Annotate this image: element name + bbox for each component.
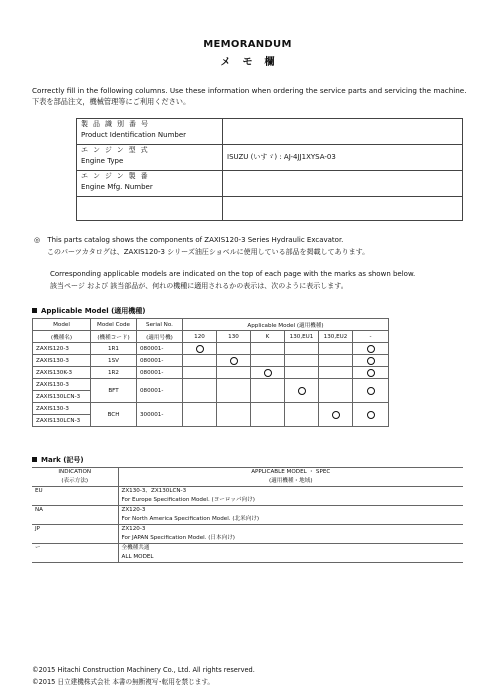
table-row xyxy=(33,343,389,355)
indication-cell: JP xyxy=(35,526,41,532)
col-indication-header-jp: (表示方法) xyxy=(32,477,118,487)
table-row xyxy=(33,379,389,391)
copyright-text-jp: ©2015 日立建機株式会社 本書の無断複写･転用を禁じます。 xyxy=(32,678,214,686)
code-cell: 1SV xyxy=(91,355,137,367)
code-cell: 1R1 xyxy=(91,343,137,355)
square-bullet-icon xyxy=(32,457,37,462)
intro-text-jp: 下表を部品注文，機械管理等にご利用ください。 xyxy=(32,97,191,106)
model-cell: ZAXIS130-3 xyxy=(33,379,91,391)
engine-mfg-label: エンジン製番 Engine Mfg. Number xyxy=(77,171,223,197)
code-cell: BCH xyxy=(91,403,137,427)
code-cell: BFT xyxy=(91,379,137,403)
table-row xyxy=(32,525,463,535)
model-cell: ZAXIS130-3 xyxy=(33,403,91,415)
applicable-mark-cell xyxy=(319,403,353,427)
serial-cell: 080001- xyxy=(137,355,183,367)
engine-mfg-value[interactable] xyxy=(223,171,463,197)
applicable-mark-cell xyxy=(183,343,217,355)
mark-table xyxy=(32,467,463,563)
circle-mark-icon xyxy=(367,411,375,419)
serial-cell: 300001- xyxy=(137,403,183,427)
blank-cell xyxy=(223,197,463,221)
applicable-mark-cell xyxy=(353,367,389,379)
col-spec-header: APPLICABLE MODEL ・ SPEC xyxy=(118,468,463,478)
serial-cell: 080001- xyxy=(137,367,183,379)
spec-cell: ALL MODEL xyxy=(118,553,463,563)
model-cell: ZAXIS130LCN-3 xyxy=(33,415,91,427)
circle-mark-icon xyxy=(196,345,204,353)
square-bullet-icon xyxy=(32,308,37,313)
sub-header: - xyxy=(353,331,389,343)
blank-cell xyxy=(77,197,223,221)
applicable-model-group-header: Applicable Model (適用機種) xyxy=(183,319,389,331)
indication-cell: NA xyxy=(35,507,44,513)
table-row xyxy=(32,506,463,516)
applicable-model-table xyxy=(32,318,389,427)
model-cell: ZAXIS130LCN-3 xyxy=(33,391,91,403)
applicable-mark-cell xyxy=(353,355,389,367)
circle-mark-icon xyxy=(298,387,306,395)
spec-cell: ZX130-3、ZX130LCN-3 xyxy=(118,487,463,497)
applicable-mark-cell xyxy=(285,379,319,403)
engine-type-value: ISUZU (いすゞ) : AJ-4JJ1XYSA-03 xyxy=(223,145,463,171)
page-title: MEMORANDUM xyxy=(203,39,292,50)
applicable-mark-cell xyxy=(217,355,251,367)
serial-cell: 080001- xyxy=(137,343,183,355)
catalog-note-jp: このパーツカタログは、ZAXIS120-3 シリーズ油圧ショベルに使用している部品を掲載してあります。 xyxy=(47,248,370,256)
sub-header: 130,EU2 xyxy=(319,331,353,343)
table-row xyxy=(32,544,463,554)
product-id-value[interactable] xyxy=(223,119,463,145)
table-row xyxy=(32,487,463,497)
sub-header: 130 xyxy=(217,331,251,343)
table-row xyxy=(33,403,389,415)
engine-type-label: エンジン型式 Engine Type xyxy=(77,145,223,171)
copyright-text: ©2015 Hitachi Construction Machinery Co., Ltd. All rights reserved. xyxy=(32,666,255,674)
indication-cell: EU xyxy=(35,488,43,494)
applicable-mark-cell xyxy=(353,379,389,403)
circle-mark-icon xyxy=(367,387,375,395)
col-serial-header-jp: (適用号機) xyxy=(137,331,183,343)
applicable-mark-cell xyxy=(353,403,389,427)
col-spec-header-jp: (適用機種・地域) xyxy=(118,477,463,487)
product-identification-table xyxy=(76,118,463,221)
table-row xyxy=(32,553,463,563)
spec-cell: For North America Specification Model. (北米向け) xyxy=(118,515,463,525)
circle-mark-icon xyxy=(230,357,238,365)
indication-cell: ー xyxy=(35,545,41,551)
col-model-header: Model xyxy=(33,319,91,331)
double-circle-icon: ◎ xyxy=(34,236,41,244)
circle-mark-icon xyxy=(367,357,375,365)
circle-mark-icon xyxy=(332,411,340,419)
serial-cell: 080001- xyxy=(137,379,183,403)
table-row xyxy=(32,515,463,525)
col-model-header-jp: (機種名) xyxy=(33,331,91,343)
table-row xyxy=(32,496,463,506)
intro-text: Correctly fill in the following columns. Use these information when ordering the service parts and servicing the machine. xyxy=(32,86,467,95)
circle-mark-icon xyxy=(367,369,375,377)
model-cell: ZAXIS130-3 xyxy=(33,355,91,367)
circle-mark-icon xyxy=(264,369,272,377)
sub-header: 120 xyxy=(183,331,217,343)
applicable-model-heading: Applicable Model (適用機種) xyxy=(32,306,145,316)
circle-mark-icon xyxy=(367,345,375,353)
col-code-header-jp: (機種コード) xyxy=(91,331,137,343)
spec-cell: For JAPAN Specification Model. (日本向け) xyxy=(118,534,463,544)
mark-heading: Mark (記号) xyxy=(32,455,84,465)
corresponding-note-jp: 該当ページ および 該当部品が、何れの機種に適用されるかの表示は、次のように表示します。 xyxy=(50,282,348,290)
sub-header: K xyxy=(251,331,285,343)
model-cell: ZAXIS130K-3 xyxy=(33,367,91,379)
col-indication-header: INDICATION xyxy=(32,468,118,478)
spec-cell: 全機種共通 xyxy=(118,544,463,554)
applicable-mark-cell xyxy=(251,367,285,379)
spec-cell: ZX120-3 xyxy=(118,525,463,535)
code-cell: 1R2 xyxy=(91,367,137,379)
col-serial-header: Serial No. xyxy=(137,319,183,331)
product-id-label: 製品識別番号 Product Identification Number xyxy=(77,119,223,145)
col-code-header: Model Code xyxy=(91,319,137,331)
model-cell: ZAXIS120-3 xyxy=(33,343,91,355)
corresponding-note: Corresponding applicable models are indicated on the top of each page with the marks as shown below. xyxy=(50,270,416,278)
applicable-mark-cell xyxy=(353,343,389,355)
table-row xyxy=(33,355,389,367)
sub-header: 130,EU1 xyxy=(285,331,319,343)
catalog-note: ◎ This parts catalog shows the components of ZAXIS120-3 Series Hydraulic Excavator. xyxy=(34,236,344,244)
page-title-jp: メモ欄 xyxy=(220,57,287,68)
table-row xyxy=(33,367,389,379)
spec-cell: ZX120-3 xyxy=(118,506,463,516)
table-row xyxy=(32,534,463,544)
spec-cell: For Europe Specification Model. (ヨーロッパ向け) xyxy=(118,496,463,506)
